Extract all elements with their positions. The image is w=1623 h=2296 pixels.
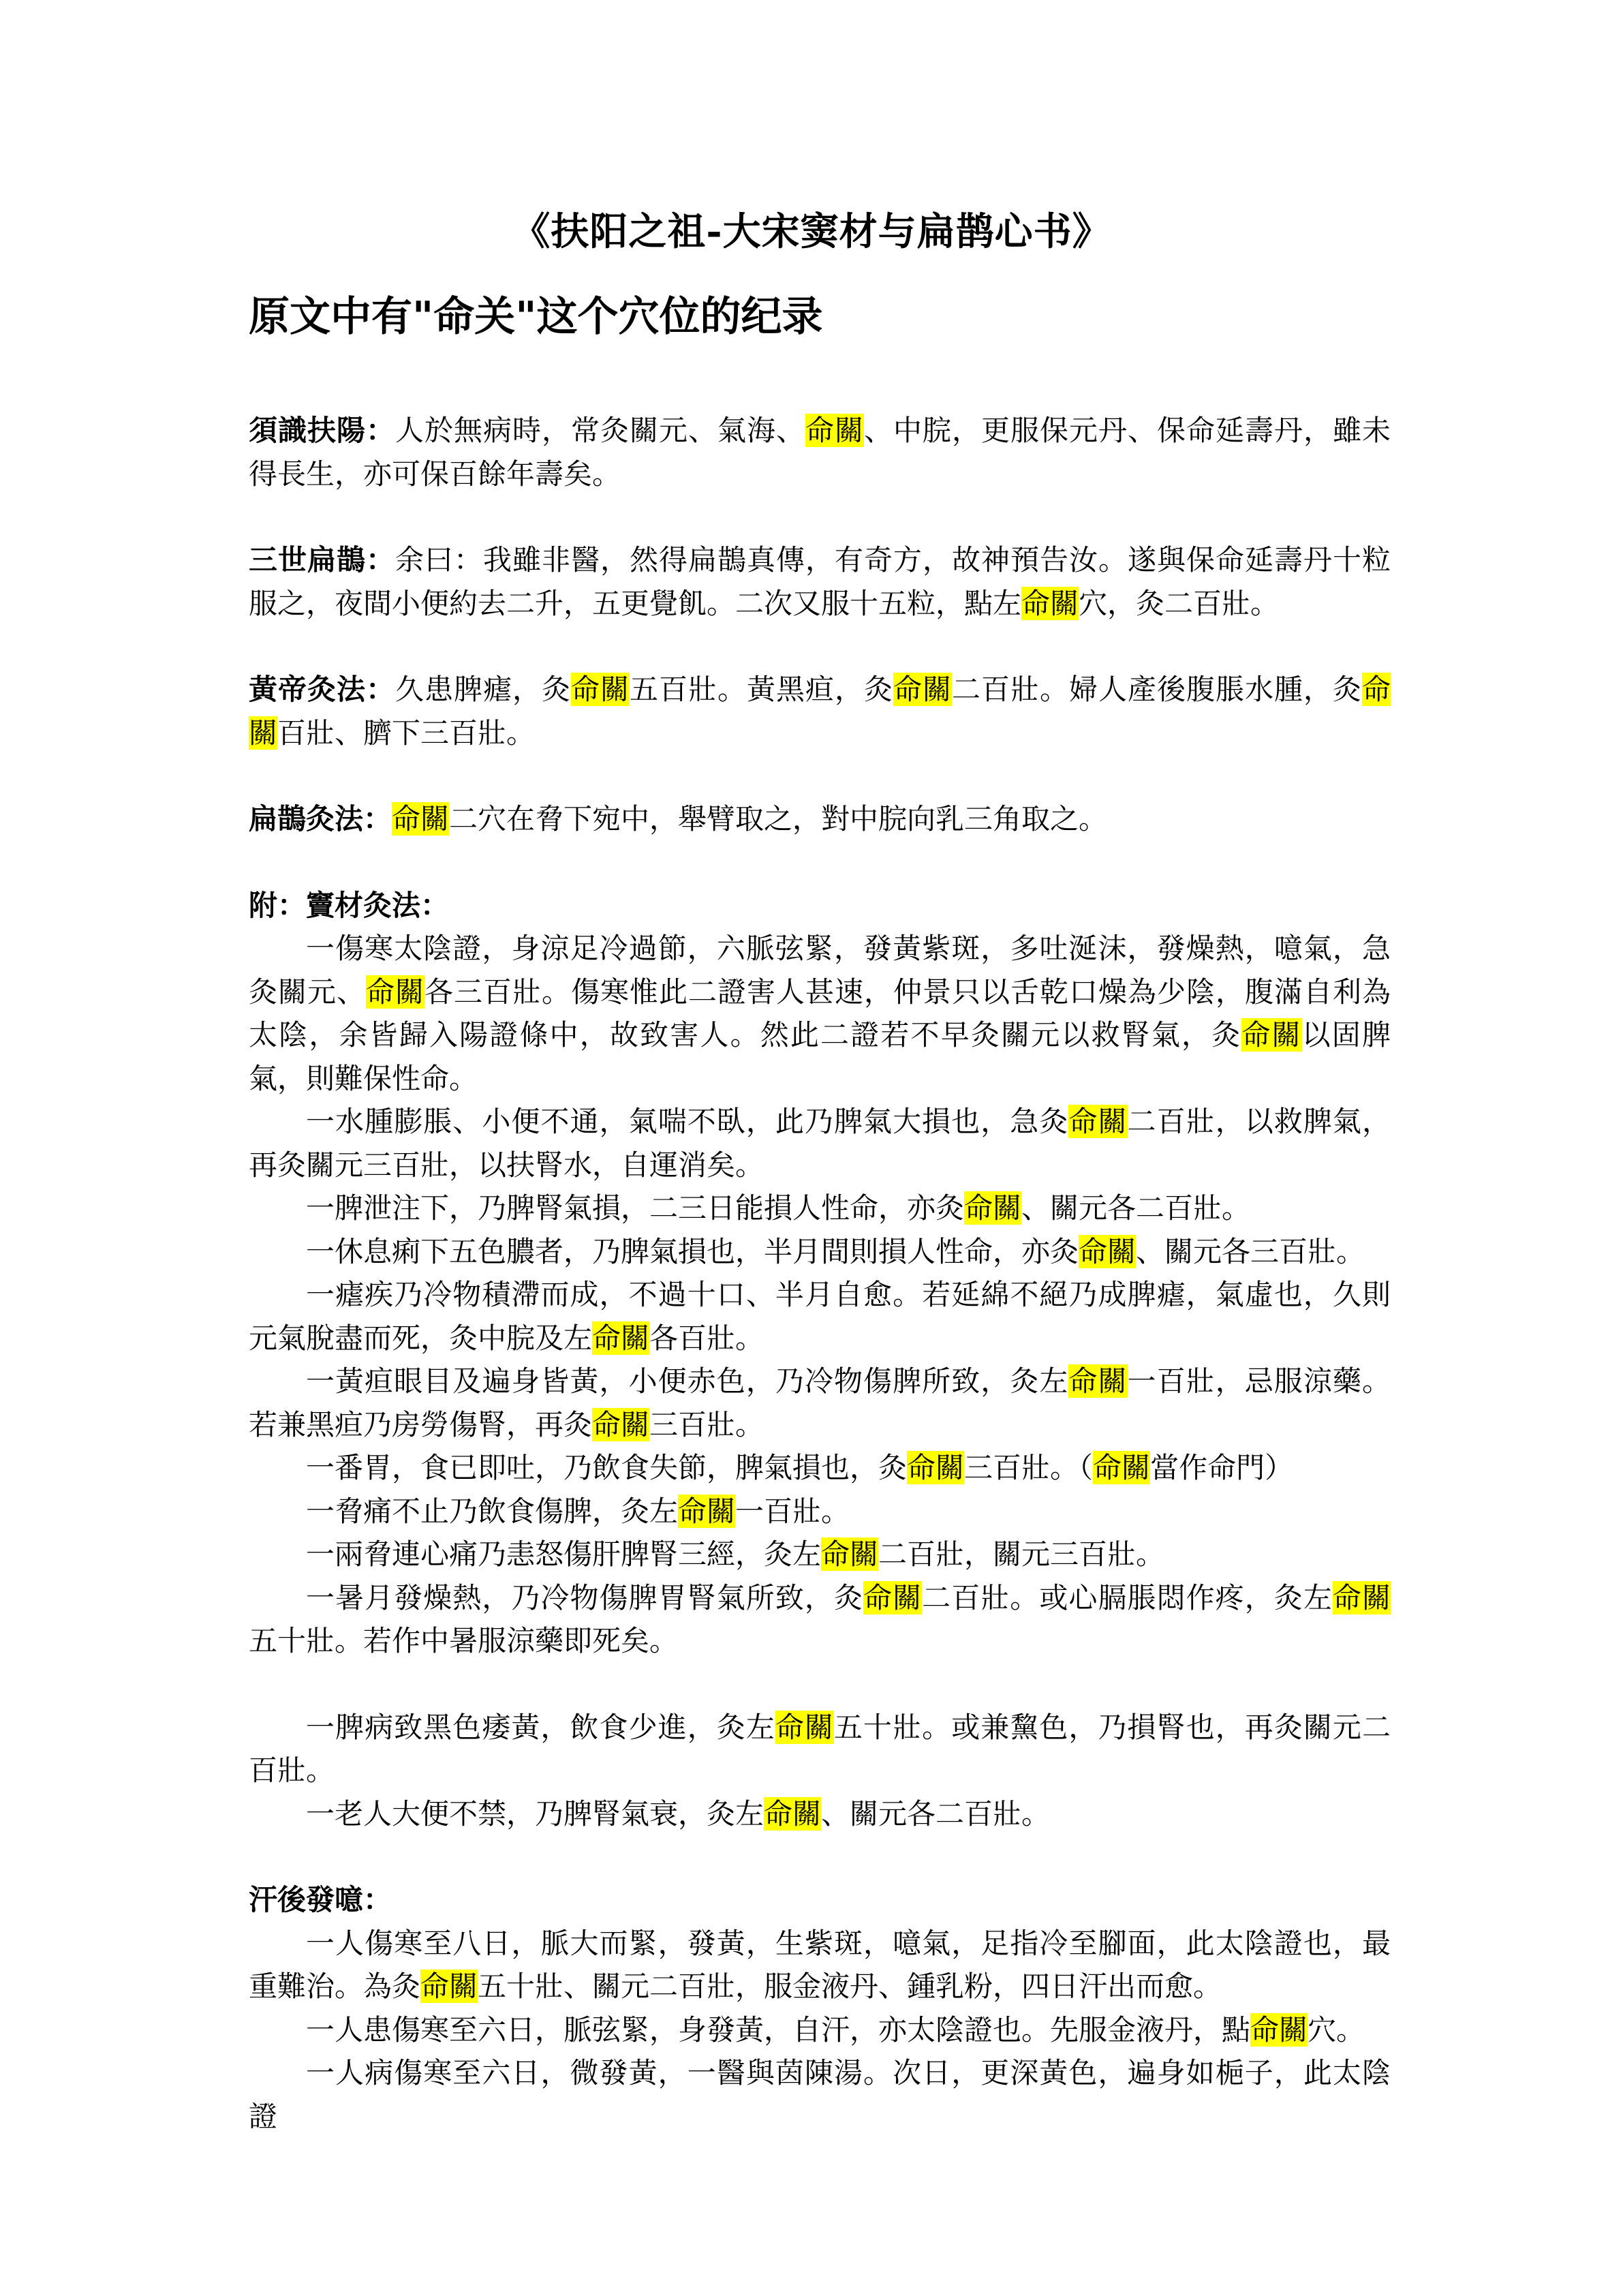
section-gap	[249, 1835, 1391, 1878]
indented-paragraph	[249, 1922, 1391, 2008]
highlighted-term: 命關	[1068, 1105, 1128, 1138]
document-subtitle: 原文中有"命关"这个穴位的纪录	[249, 293, 823, 341]
text-segment: 久患脾瘧，灸	[395, 673, 571, 706]
highlighted-term: 命關	[821, 1537, 879, 1571]
highlighted-term: 命關	[678, 1494, 736, 1528]
section-gap	[249, 841, 1391, 884]
indented-paragraph	[249, 1187, 1391, 1230]
text-segment: 一人患傷寒至六日，脈弦緊，身發黃，自汗，亦太陰證也。先服金液丹，點	[306, 2012, 1251, 2047]
text-segment: 百壯、臍下三百壯。	[277, 716, 536, 750]
indented-paragraph	[249, 2051, 1391, 2138]
highlighted-term: 命關	[1241, 1018, 1302, 1052]
highlighted-term: 命關	[420, 1970, 478, 2003]
highlighted-term: 命關	[907, 1451, 965, 1484]
text-segment: 一人病傷寒至六日，微發黃，一醫與茵陳湯。次日，更深黃色，遍身如梔子，此太陰證	[249, 2056, 1391, 2133]
section-heading: 黃帝灸法：	[249, 673, 395, 706]
highlighted-term: 命關	[392, 802, 450, 836]
indented-paragraph	[249, 1490, 1391, 1533]
text-segment: 二百壯。或心膈脹悶作疼，灸左	[922, 1580, 1333, 1614]
highlighted-term: 命關	[592, 1321, 650, 1355]
highlighted-term: 命關	[1021, 586, 1079, 620]
text-segment: 一人傷寒至八日，脈大而緊，發黃，生紫斑，噫氣，足指冷至腳面，此太陰證也，最重難治。為灸	[249, 1926, 1391, 2003]
text-segment: 一瘧疾乃冷物積滯而成，不過十口、半月自愈。若延綿不絕乃成脾瘧，氣虛也，久則元氣脫盡而死，灸中脘及左	[249, 1278, 1391, 1355]
text-segment: 一番胃，食已即吐，乃飲食失節，脾氣損也，灸	[306, 1451, 908, 1484]
text-segment: 一水腫膨脹、小便不通，氣喘不臥，此乃脾氣大損也，急灸	[306, 1105, 1069, 1138]
highlighted-term: 命關	[366, 975, 424, 1009]
indented-paragraph	[249, 1533, 1391, 1576]
paragraph-gap	[249, 1663, 1391, 1706]
text-segment: 、關元各二百壯。	[821, 1796, 1051, 1831]
document-body	[249, 409, 1391, 2138]
highlighted-term: 命關	[249, 673, 1391, 750]
indented-paragraph	[249, 1100, 1391, 1187]
highlighted-term: 命關	[1250, 2012, 1308, 2047]
text-segment: 以固脾氣，則難保性命。	[249, 1018, 1391, 1095]
text-segment: 一休息痢下五色膿者，乃脾氣損也，半月間則損人性命，亦灸	[306, 1234, 1079, 1268]
text-segment: 二百壯，關元三百壯。	[878, 1537, 1165, 1571]
highlighted-term: 命關	[775, 1710, 834, 1744]
indented-paragraph	[249, 1576, 1391, 1663]
highlighted-term: 命關	[1093, 1451, 1151, 1484]
section-heading: 須識扶陽：	[249, 414, 395, 447]
indented-paragraph	[249, 1706, 1391, 1792]
text-segment: 二百壯，以救脾氣，再灸關元三百壯，以扶腎水，自運消矣。	[249, 1105, 1391, 1182]
text-segment: 一兩脅連心痛乃恚怒傷肝脾腎三經，灸左	[306, 1537, 822, 1571]
text-segment: 五十壯。或兼黧色，乃損腎也，再灸關元二百壯。	[249, 1710, 1391, 1787]
text-segment: 一百壯。	[735, 1494, 850, 1528]
highlighted-term: 命關	[964, 1191, 1022, 1225]
highlighted-term: 命關	[863, 1580, 923, 1614]
section-heading: 三世扁鵲：	[249, 543, 395, 577]
text-segment: 各百壯。	[649, 1321, 764, 1355]
text-segment: 一脾泄注下，乃脾腎氣損，二三日能損人性命，亦灸	[306, 1191, 965, 1225]
text-segment: 、關元各二百壯。	[1021, 1191, 1251, 1225]
section-gap	[249, 625, 1391, 668]
text-segment: 三百壯。	[649, 1407, 764, 1441]
indented-paragraph	[249, 1230, 1391, 1274]
indented-paragraph	[249, 2008, 1391, 2052]
text-segment: 一老人大便不禁，乃脾腎氣衰，灸左	[306, 1796, 764, 1831]
text-segment: 五百壯。黃黑疸，灸	[629, 673, 893, 706]
highlighted-term: 命關	[893, 673, 952, 706]
text-segment: 二穴在脅下宛中，舉臂取之，對中脘向乳三角取之。	[449, 802, 1108, 836]
text-segment: 、關元各三百壯。	[1136, 1234, 1365, 1268]
text-segment: 一暑月發燥熱，乃冷物傷脾胃腎氣所致，灸	[306, 1580, 864, 1614]
section-heading: 汗後發噫：	[249, 1883, 392, 1916]
highlighted-term: 命關	[592, 1407, 650, 1441]
section-paragraph	[249, 797, 1391, 841]
section-paragraph	[249, 409, 1391, 495]
text-segment: 一黃疸眼目及遍身皆黃，小便赤色，乃冷物傷脾所致，灸左	[306, 1364, 1069, 1398]
section-gap	[249, 495, 1391, 538]
text-segment: 一傷寒太陰證，身涼足冷過節，六脈弦緊，發黃紫斑，多吐涎沫，發燥熱，噫氣，急灸關元、	[249, 932, 1391, 1009]
text-segment: 三百壯。（	[964, 1451, 1094, 1484]
highlighted-term: 命關	[1079, 1234, 1137, 1268]
text-segment: 各三百壯。傷寒惟此二證害人甚速，仲景只以舌乾口燥為少陰，腹滿自利為太陰，余皆歸入陽證條中，故致害人。然此二證若不早灸關元以救腎氣，灸	[249, 975, 1391, 1052]
document-title: 《扶阳之祖-大宋窦材与扁鹊心书》	[512, 209, 1111, 254]
indented-paragraph	[249, 1792, 1391, 1836]
section-heading: 扁鵲灸法：	[249, 802, 392, 836]
indented-paragraph	[249, 1446, 1391, 1490]
text-segment: 一脅痛不止乃飲食傷脾，灸左	[306, 1494, 679, 1528]
text-segment: 五十壯、關元二百壯，服金液丹、鍾乳粉，四日汗出而愈。	[478, 1970, 1222, 2003]
highlighted-term: 命關	[805, 414, 864, 447]
highlighted-term: 命關	[764, 1796, 822, 1831]
highlighted-term: 命關	[1068, 1364, 1128, 1398]
text-segment: 二百壯。婦人產後腹脹水腫，灸	[951, 673, 1362, 706]
section-paragraph	[249, 668, 1391, 754]
indented-paragraph	[249, 1360, 1391, 1446]
text-segment: 穴，灸二百壯。	[1079, 586, 1280, 620]
text-segment: 當作命門）	[1150, 1451, 1294, 1484]
indented-paragraph	[249, 927, 1391, 1100]
highlighted-term: 命關	[570, 673, 630, 706]
text-segment: 五十壯。若作中暑服涼藥即死矣。	[249, 1624, 679, 1657]
section-heading: 附：竇材灸法：	[249, 888, 450, 922]
text-segment: 余曰：我雖非醫，然得扁鵲真傳，有奇方，故神預告汝。遂與保命延壽丹十粒服之，夜間小便約去二升，五更覺飢。二次又服十五粒，點左	[249, 543, 1391, 620]
indented-paragraph	[249, 1273, 1391, 1360]
highlighted-term: 命關	[1332, 1580, 1391, 1614]
section-paragraph	[249, 538, 1391, 625]
section-gap	[249, 754, 1391, 797]
text-segment: 一脾病致黑色痿黃，飲食少進，灸左	[306, 1710, 775, 1744]
text-segment: 、中脘，更服保元丹、保命延壽丹，雖未得長生，亦可保百餘年壽矣。	[249, 414, 1391, 491]
text-segment: 穴。	[1308, 2012, 1365, 2047]
text-segment: 人於無病時，常灸關元、氣海、	[395, 414, 805, 447]
text-segment: 一百壯，忌服涼藥。若兼黑疸乃房勞傷腎，再灸	[249, 1364, 1391, 1441]
